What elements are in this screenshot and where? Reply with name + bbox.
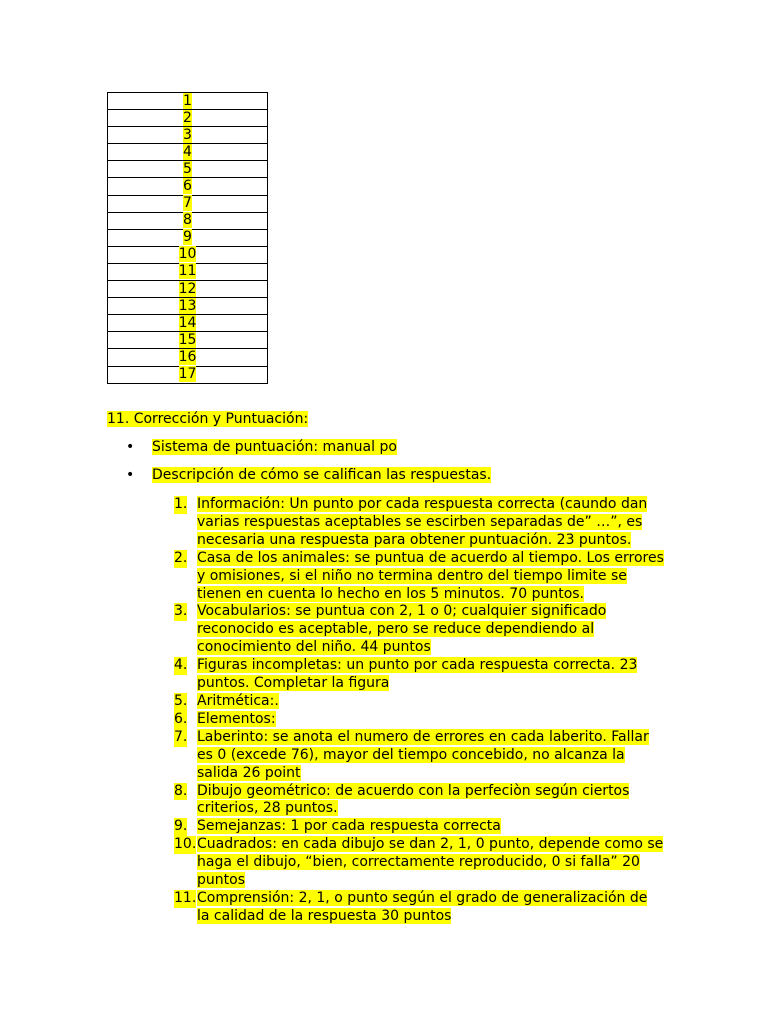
cell-number: 17	[178, 366, 197, 383]
table-row	[108, 246, 268, 263]
table-row	[108, 332, 268, 349]
table-row	[108, 161, 268, 178]
list-item	[174, 496, 664, 550]
table-row	[108, 229, 268, 246]
list-item-number: 9.	[174, 818, 188, 835]
list-item-text: Aritmética:.	[197, 692, 279, 709]
table-cell	[108, 178, 268, 195]
bullet-text: Descripción de cómo se califican las respuestas.	[152, 467, 492, 483]
list-item-number: 1.	[174, 496, 188, 512]
list-item-text: Dibujo geométrico: de acuerdo con la perfeciòn según ciertos criterios, 28 puntos.	[197, 782, 630, 817]
list-item-number: 3.	[174, 603, 188, 620]
table-cell	[108, 212, 268, 229]
cell-number: 12	[178, 280, 197, 297]
list-item-text: Casa de los animales: se puntua de acuerdo al tiempo. Los errores y omisiones, si el niño no termina dentro del tiempo limite se tienen en cuenta lo hecho en los 5 minutos. 70 puntos.	[197, 549, 664, 602]
table-cell	[108, 298, 268, 315]
list-item	[174, 729, 664, 783]
list-item-text: Semejanzas: 1 por cada respuesta correcta	[197, 818, 501, 835]
table-row	[108, 281, 268, 298]
numbered-list	[174, 496, 664, 926]
list-item-number: 4.	[174, 657, 188, 674]
cell-number: 11	[178, 263, 197, 280]
list-item	[174, 693, 664, 711]
table-cell	[108, 349, 268, 366]
list-item	[174, 818, 664, 836]
list-item	[174, 550, 664, 604]
cell-number: 7	[183, 195, 192, 212]
cell-number: 6	[183, 178, 192, 195]
table-cell	[108, 281, 268, 298]
table-row	[108, 349, 268, 366]
list-item-number: 10.	[174, 836, 197, 853]
table-row	[108, 263, 268, 280]
table-cell	[108, 263, 268, 280]
bullet-list	[126, 439, 686, 495]
list-item	[174, 836, 664, 890]
numbers-table	[107, 92, 268, 384]
table-cell	[108, 195, 268, 212]
cell-number: 3	[183, 126, 192, 143]
table-row	[108, 93, 268, 110]
list-item-text: Cuadrados: en cada dibujo se dan 2, 1, 0 punto, depende como se haga el dibujo, “bien, correctamente reproducido, 0 si falla” 20 puntos	[197, 836, 664, 889]
list-item-number: 2.	[174, 549, 188, 566]
table-row	[108, 178, 268, 195]
table-row	[108, 298, 268, 315]
list-item-text: Elementos:	[197, 710, 276, 727]
list-item	[174, 890, 664, 926]
table-row	[108, 127, 268, 144]
list-item-text: Comprensión: 2, 1, o punto según el grado de generalización de la calidad de la respuesta 30 puntos	[197, 889, 648, 924]
section-title	[107, 411, 308, 428]
table-row	[108, 195, 268, 212]
section-title-text: 11. Corrección y Puntuación:	[107, 411, 309, 427]
table-cell	[108, 161, 268, 178]
table-cell	[108, 93, 268, 110]
cell-number: 4	[183, 143, 192, 160]
table-row	[108, 212, 268, 229]
list-item	[174, 783, 664, 819]
table-cell	[108, 366, 268, 383]
table-row	[108, 315, 268, 332]
bullet-text: Sistema de puntuación: manual po	[152, 439, 397, 455]
cell-number: 16	[178, 348, 197, 365]
cell-number: 1	[183, 92, 192, 109]
table-cell	[108, 110, 268, 127]
cell-number: 9	[183, 229, 192, 246]
table-cell	[108, 246, 268, 263]
list-item	[174, 711, 664, 729]
list-item	[174, 603, 664, 657]
list-item-text: Laberinto: se anota el numero de errores en cada laberito. Fallar es 0 (excede 76), mayor del tiempo concebido, no alcanza la salida 26 point	[197, 728, 649, 781]
cell-number: 13	[178, 297, 197, 314]
table-cell	[108, 315, 268, 332]
cell-number: 8	[183, 212, 192, 229]
table-row	[108, 366, 268, 383]
list-item-number: 8.	[174, 782, 188, 799]
list-item	[174, 657, 664, 693]
table-row	[108, 110, 268, 127]
list-item-number: 6.	[174, 710, 188, 727]
cell-number: 10	[178, 246, 197, 263]
table-row	[108, 144, 268, 161]
list-item-text: Vocabularios: se puntua con 2, 1 o 0; cualquier significado reconocido es aceptable, pero se reduce dependiendo al conocimiento del niño. 44 puntos	[197, 603, 607, 656]
list-item-text: Figuras incompletas: un punto por cada respuesta correcta. 23 puntos. Completar la figura	[197, 657, 638, 692]
list-item-number: 11.	[174, 889, 197, 906]
cell-number: 15	[178, 331, 197, 348]
table-cell	[108, 332, 268, 349]
list-item-number: 5.	[174, 692, 188, 709]
bullet-item	[126, 439, 686, 456]
bullet-item	[126, 467, 686, 484]
list-item-number: 7.	[174, 728, 188, 745]
list-item-text: Información: Un punto por cada respuesta correcta (caundo dan varias respuestas aceptables se escirben separadas de” …”, es necesaria una respuesta para obtener puntuación. 23 puntos.	[197, 496, 648, 548]
table-cell	[108, 144, 268, 161]
cell-number: 14	[178, 314, 197, 331]
cell-number: 2	[183, 109, 192, 126]
table-cell	[108, 229, 268, 246]
cell-number: 5	[183, 160, 192, 177]
table-cell	[108, 127, 268, 144]
